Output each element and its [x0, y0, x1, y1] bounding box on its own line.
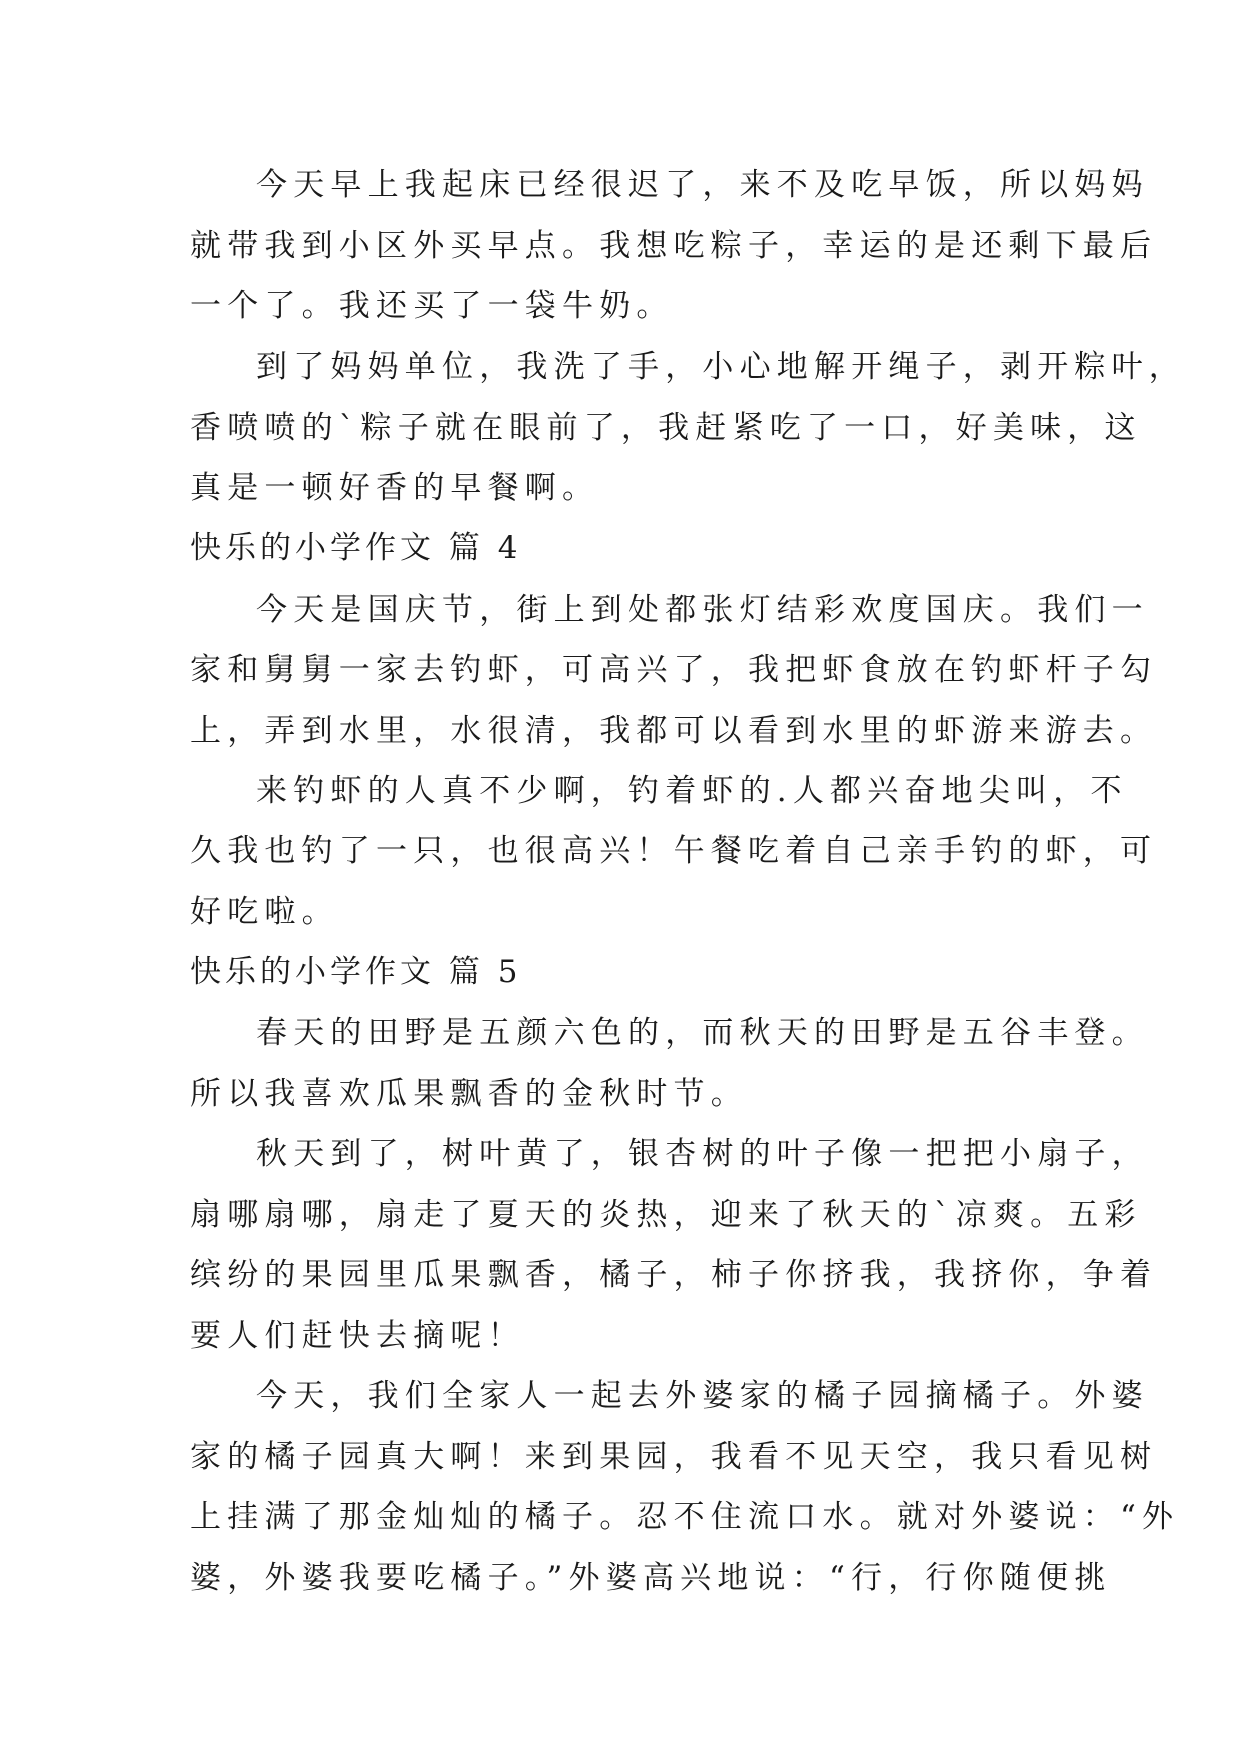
paragraph-line: 今天早上我起床已经很迟了，来不及吃早饭，所以妈妈: [256, 167, 1149, 203]
paragraph-line: 久我也钓了一只，也很高兴！午餐吃着自己亲手钓的虾，可: [190, 833, 1158, 869]
paragraph-line: 扇哪扇哪，扇走了夏天的炎热，迎来了秋天的`凉爽。五彩: [190, 1197, 1142, 1233]
paragraph-line: 今天，我们全家人一起去外婆家的橘子园摘橘子。外婆: [256, 1378, 1149, 1414]
paragraph-line: 秋天到了，树叶黄了，银杏树的叶子像一把把小扇子，: [256, 1136, 1149, 1172]
paragraph-line: 好吃啦。: [190, 894, 339, 930]
paragraph-line: 家的橘子园真大啊！来到果园，我看不见天空，我只看见树: [190, 1439, 1158, 1475]
paragraph-line: 香喷喷的`粽子就在眼前了，我赶紧吃了一口，好美味，这: [190, 410, 1142, 446]
paragraph-line: 真是一顿好香的早餐啊。: [190, 470, 600, 506]
paragraph-line: 今天是国庆节，街上到处都张灯结彩欢度国庆。我们一: [256, 592, 1149, 628]
paragraph-line: 所以我喜欢瓜果飘香的金秋时节。: [190, 1076, 748, 1112]
paragraph-line: 到了妈妈单位，我洗了手，小心地解开绳子，剥开粽叶，: [256, 349, 1186, 385]
paragraph-line: 缤纷的果园里瓜果飘香，橘子，柿子你挤我，我挤你，争着: [190, 1257, 1158, 1293]
paragraph-line: 上，弄到水里，水很清，我都可以看到水里的虾游来游去。: [190, 713, 1158, 749]
section-heading: 快乐的小学作文 篇 4: [190, 530, 522, 566]
paragraph-line: 家和舅舅一家去钓虾，可高兴了，我把虾食放在钓虾杆子勾: [190, 652, 1158, 688]
paragraph-line: 要人们赶快去摘呢！: [190, 1318, 525, 1354]
section-heading: 快乐的小学作文 篇 5: [190, 954, 522, 990]
paragraph-line: 就带我到小区外买早点。我想吃粽子，幸运的是还剩下最后: [190, 228, 1158, 264]
paragraph-line: 婆，外婆我要吃橘子。”外婆高兴地说：“行，行你随便挑: [190, 1560, 1112, 1596]
paragraph-line: 春天的田野是五颜六色的，而秋天的田野是五谷丰登。: [256, 1015, 1149, 1051]
paragraph-line: 来钓虾的人真不少啊，钓着虾的.人都兴奋地尖叫，不: [256, 773, 1128, 809]
paragraph-line: 上挂满了那金灿灿的橘子。忍不住流口水。就对外婆说：“外: [190, 1499, 1180, 1535]
paragraph-line: 一个了。我还买了一袋牛奶。: [190, 288, 674, 324]
